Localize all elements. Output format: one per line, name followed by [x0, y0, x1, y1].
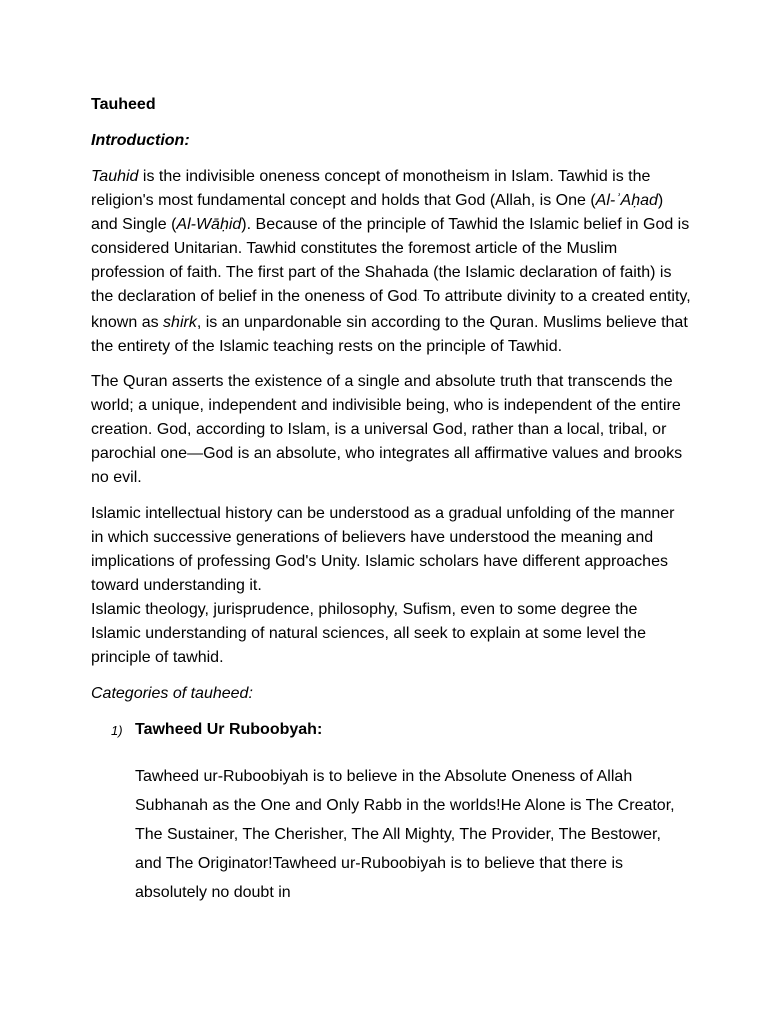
- footnote-mark: .: [417, 296, 420, 302]
- term-al-ahad: Al-ʾAḥad: [595, 192, 658, 209]
- text-run: is the indivisible oneness concept of monotheism in Islam. Tawhid is the religion's most fundamental concept and holds that God (Allah, is One (: [91, 168, 651, 209]
- list-number: 1): [111, 723, 123, 738]
- list-item-text: Tawheed ur-Ruboobiyah is to believe in the Absolute Oneness of Allah Subhanah as the One and Only Rabb in the worlds!He Alone is The Creator, The Sustainer, The Cherisher, The All Mighty, The Provider, The Bestower, and The Originator!Tawheed ur-Ruboobiyah is to believe that there is absolutely no doubt in: [135, 768, 675, 901]
- term-shirk: shirk: [163, 314, 197, 331]
- text-run: To attribute divinity to a created entity, known as: [91, 288, 691, 331]
- paragraph-theology: Islamic theology, jurisprudence, philosophy, Sufism, even to some degree the Islamic understanding of natural sciences, all seek to explain at some level the principle of tawhid.: [91, 601, 646, 666]
- list-item-label: Tawheed Ur Ruboobyah:: [135, 721, 323, 738]
- text-run: ) and Single (: [91, 192, 664, 233]
- text-run: ). Because of the principle of Tawhid the Islamic belief in God is considered Unitarian. Tawhid constitutes the foremost article of the Muslim profession of faith. The first part of the Shahada (the Islamic declaration of faith) is the declaration of belief in the oneness of God: [91, 216, 690, 305]
- text-run: , is an unpardonable sin according to the Quran. Muslims believe that the entirety of the Islamic teaching rests on the principle of Tawhid.: [91, 314, 688, 355]
- paragraph-history: Islamic intellectual history can be understood as a gradual unfolding of the manner in which successive generations of believers have understood the meaning and implications of professing God's Unity. Islamic scholars have different approaches toward understanding it.: [91, 505, 675, 594]
- document-page: [91, 93, 691, 907]
- document-title: Tauheed: [91, 96, 156, 113]
- term-tauhid: Tauhid: [91, 168, 139, 185]
- paragraph-quran: The Quran asserts the existence of a single and absolute truth that transcends the world; a unique, independent and indivisible being, who is independent of the entire creation. God, according to Islam, is a universal God, rather than a local, tribal, or parochial one—God is an absolute, who integrates all affirmative values and brooks no evil.: [91, 373, 683, 486]
- term-al-wahid: Al-Wāḥid: [176, 216, 242, 233]
- paragraph-intro: [91, 165, 691, 359]
- list-item: [91, 718, 691, 742]
- introduction-heading: Introduction:: [91, 132, 190, 149]
- categories-heading: Categories of tauheed:: [91, 685, 253, 702]
